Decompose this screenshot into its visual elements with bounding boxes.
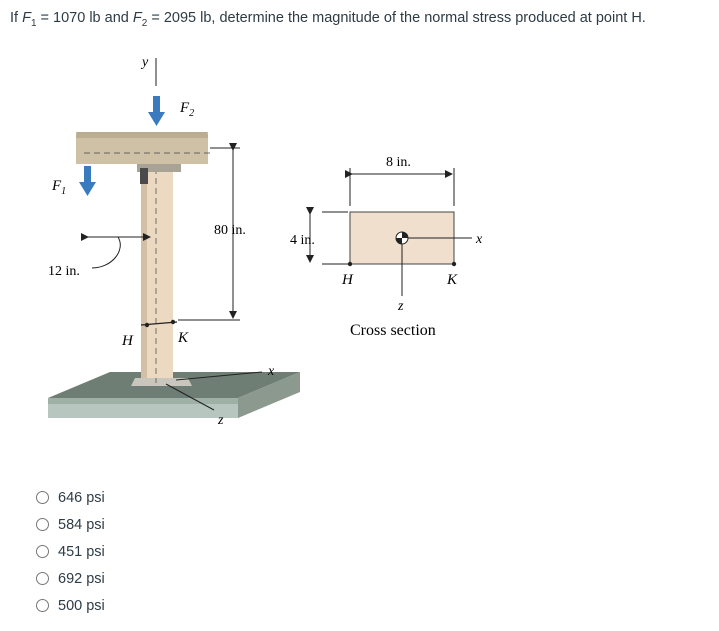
- option-1[interactable]: [36, 484, 105, 511]
- problem-figure: [0, 40, 719, 440]
- option-label: 692 psi: [58, 570, 105, 587]
- point-k-marker: [171, 320, 175, 324]
- cs-caption: Cross section: [350, 322, 436, 339]
- option-label: 451 psi: [58, 543, 105, 560]
- cs-axis-z-label: z: [398, 299, 404, 314]
- radio-button[interactable]: [36, 572, 49, 585]
- option-label: 646 psi: [58, 489, 105, 506]
- cs-point-h-label: H: [342, 272, 353, 288]
- cs-dim-4-label: 4 in.: [290, 233, 315, 248]
- option-3[interactable]: [36, 538, 105, 565]
- point-k-label: K: [178, 330, 189, 346]
- dim-12-label: 12 in.: [48, 264, 80, 279]
- y-axis-label: y: [142, 55, 149, 70]
- option-2[interactable]: [36, 511, 105, 538]
- question-text: If $F_1 = 1070$ lb and $F_2 = 2095$ lb, determine the magnitude of the normal stress produced at point H.: [10, 10, 646, 29]
- option-5[interactable]: [36, 592, 105, 619]
- radio-button[interactable]: [36, 599, 49, 612]
- option-label: 500 psi: [58, 597, 105, 614]
- cs-axis-x-label: x: [476, 232, 483, 247]
- x-axis-label: x: [268, 364, 275, 379]
- dim-80-label: 80 in.: [214, 223, 246, 238]
- answer-options: [36, 484, 105, 619]
- cs-point-k-label: K: [447, 272, 458, 288]
- point-h-label: H: [122, 333, 133, 349]
- column: [131, 160, 192, 386]
- f2-arrow-icon: [148, 96, 165, 126]
- radio-button[interactable]: [36, 518, 49, 531]
- option-4[interactable]: [36, 565, 105, 592]
- option-label: 584 psi: [58, 516, 105, 533]
- f2-label: $F_2$: [180, 100, 195, 119]
- radio-button[interactable]: [36, 491, 49, 504]
- top-beam: [76, 132, 214, 184]
- f1-label: $F_1$: [52, 178, 67, 197]
- point-h-marker: [145, 323, 149, 327]
- cs-dim-8-label: 8 in.: [386, 155, 411, 170]
- radio-button[interactable]: [36, 545, 49, 558]
- f1-arrow-icon: [79, 166, 96, 196]
- z-axis-label: z: [218, 413, 224, 428]
- dim-12-line: [88, 237, 150, 268]
